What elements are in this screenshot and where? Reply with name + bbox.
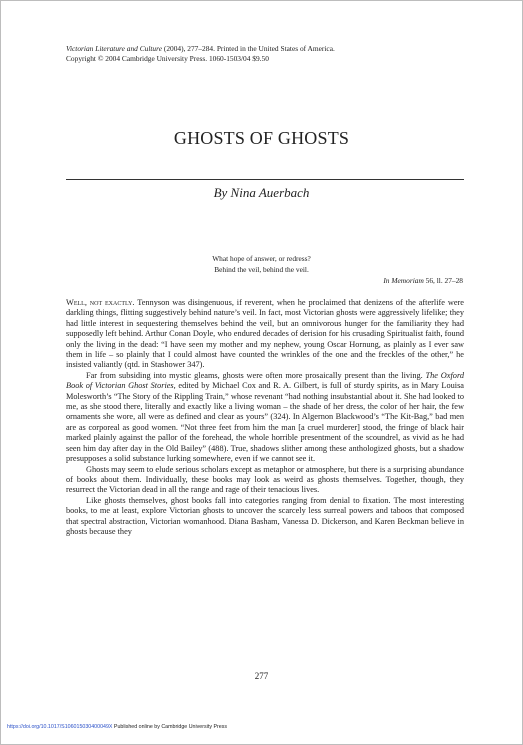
epigraph xyxy=(0,253,523,276)
journal-citation xyxy=(66,44,486,54)
copyright-line: Copyright © 2004 Cambridge University Press. 1060-1503/04 $9.50 xyxy=(66,54,269,64)
article-body xyxy=(66,298,464,537)
paragraph-2 xyxy=(66,371,464,465)
page-number: 277 xyxy=(254,671,269,681)
paragraph-2-text-a: Far from subsiding into mystic gleams, ghosts were often more prosaically present than the living. xyxy=(86,370,426,380)
doi-link[interactable]: https://doi.org/10.1017/S106015030400049X xyxy=(7,724,113,730)
journal-header xyxy=(66,44,486,65)
epigraph-work: In Memoriam xyxy=(383,276,424,285)
epigraph-source xyxy=(383,276,463,285)
paragraph-2-text-b: , edited by Michael Cox and R. A. Gilbert, is full of sturdy spirits, as in Mary Louisa Molesworth’s “The Story of the Rippling Train,” whose revenant “had nothing insubstantial about it. She had looked to me, as she stood there, literally and exactly like a living woman – the shade of her dress, the color of her hair, the few ornaments she wore, all were as defined and clear as yours” (324). In Algernon Blackwood’s “The Kit-Bag,” bad men are as corporeal as good women. “Not three feet from him the man [a cruel murderer] stood, the fringe of black hair marked plainly against the pallor of the forehead, the whole horrible presentment of the scoundrel, as vivid as he had seen him day after day in the Old Bailey” (488). True, shadows slither among these anthologized ghosts, but a shadow presupposes a solid substance lurking somewhere, even if we cannot see it. xyxy=(66,381,464,464)
epigraph-line-1: What hope of answer, or redress? xyxy=(212,254,311,263)
article-title: GHOSTS OF GHOSTS xyxy=(173,128,350,148)
book-title: The Oxford Book of Victorian Ghost Stories xyxy=(66,370,465,391)
footer xyxy=(7,724,227,730)
title-rule xyxy=(66,179,464,180)
journal-name: Victorian Literature and Culture xyxy=(66,44,163,53)
opening-small-caps: Well, not exactly. xyxy=(66,298,135,307)
citation-details: (2004), 277–284. Printed in the United States of America. xyxy=(162,44,335,53)
epigraph-line-2: Behind the veil, behind the veil. xyxy=(214,265,309,275)
paragraph-4: Like ghosts themselves, ghost books fall into categories ranging from denial to fixation. The most interesting books, to me at least, explore Victorian ghosts to uncover the scarcely less surreal powers and taboos that composed that spectral abstraction, Victorian womanhood. Diana Basham, Vanessa D. Dickerson, and Karen Beckman believe in ghosts because they xyxy=(66,495,464,536)
paragraph-1 xyxy=(66,298,464,371)
paragraph-1-text: Tennyson was disingenuous, if reverent, when he proclaimed that denizens of the afterlife were darkling things, flitting suggestively behind nature’s veil. In fact, most Victorian ghosts were aggressively lifelike; they had little interest in sequestering themselves behind the veil, but an omnivorous hunger for the familiarity they had supposedly left behind. Arthur Conan Doyle, who endured decades of derision for his crusading Spiritualist faith, found only the living in the dead: “I have seen my mother and my nephew, young Oscar Hornung, as plainly as I ever saw them in life – so plainly that I could almost have counted the wrinkles of the one and the freckles of the other,” he insisted valiantly (qtd. in Stashower 347). xyxy=(66,298,464,370)
publisher-text: Published online by Cambridge University Press xyxy=(112,724,227,730)
paragraph-3: Ghosts may seem to elude serious scholars except as metaphor or atmosphere, but there is a surprising abundance of books about them. Individually, these books may look as weird as ghosts themselves. Together, though, they resurrect the Victorian dead in all the range and rage of their tenacious lives. xyxy=(66,464,464,495)
epigraph-lines: 56, ll. 27–28 xyxy=(423,276,463,285)
article-author: By Nina Auerbach xyxy=(213,185,310,200)
